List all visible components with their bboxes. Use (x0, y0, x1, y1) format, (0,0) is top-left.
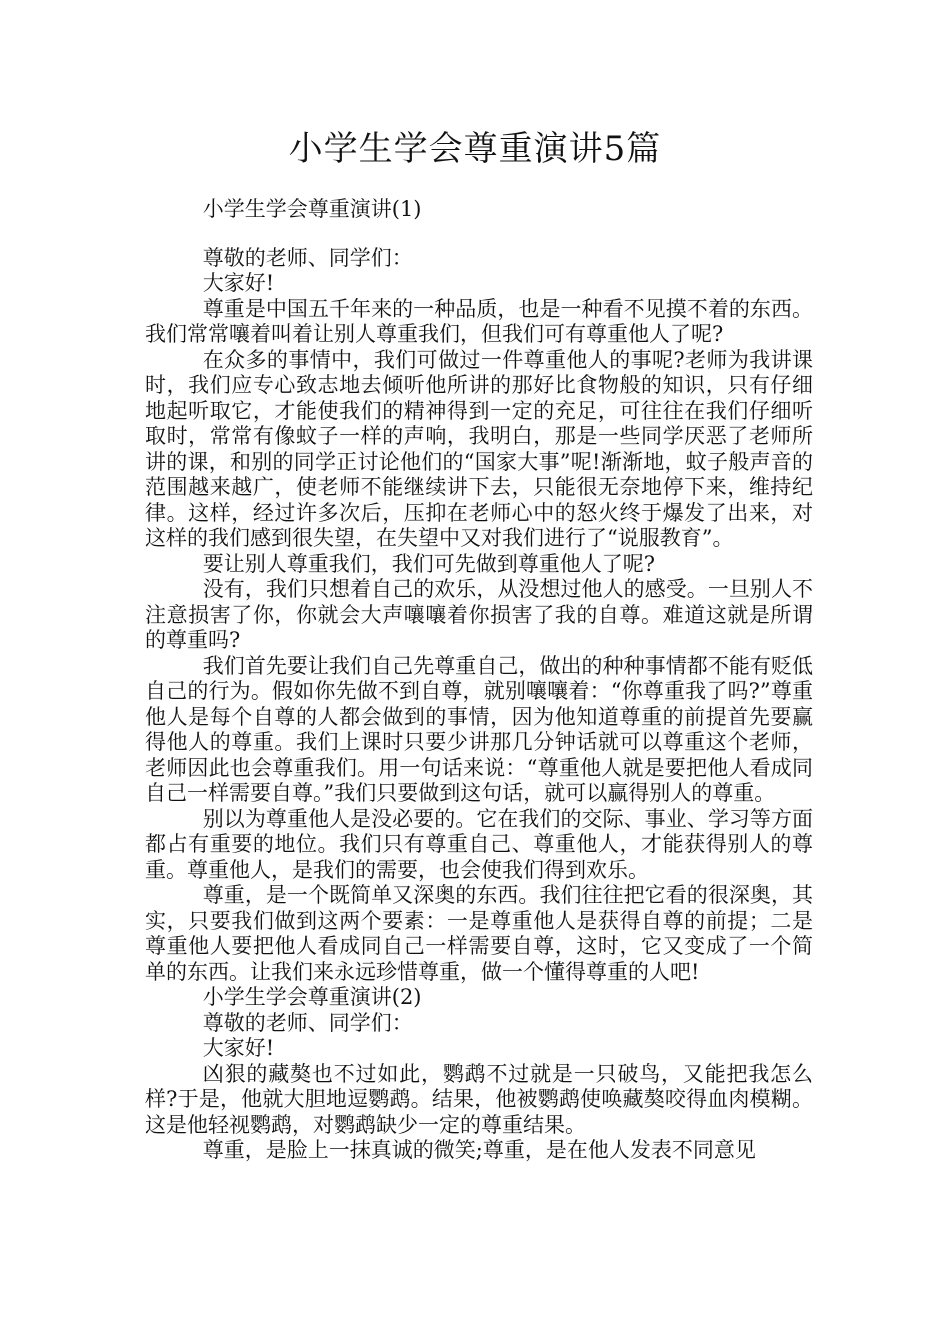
greeting: 尊敬的老师、同学们： (202, 245, 413, 270)
paragraph: 凶狠的藏獒也不过如此，鹦鹉不过就是一只破鸟，又能把我怎么样?于是，他就大胆地逗鹦鹉。结果，他被鹦鹉使唤藏獒咬得血肉模糊。这是他轻视鹦鹉，对鹦鹉缺少一定的尊重结果。 (145, 1061, 813, 1137)
paragraph: 别以为尊重他人是没必要的。它在我们的交际、事业、学习等方面都占有重要的地位。我们只有尊重自己、尊重他人，才能获得别人的尊重。尊重他人，是我们的需要，也会使我们得到欢乐。 (145, 806, 813, 882)
paragraph: 没有，我们只想着自己的欢乐，从没想过他人的感受。一旦别人不注意损害了你，你就会大声嚷嚷着你损害了我的自尊。难道这就是所谓的尊重吗? (145, 577, 813, 652)
paragraph: 我们首先要让我们自己先尊重自己，做出的种种事情都不能有贬低自己的行为。假如你先做不到自尊，就别嚷嚷着：“你尊重我了吗?”尊重他人是每个自尊的人都会做到的事情，因为他知道尊重的前提首先要赢得他人的尊重。我们上课时只要少讲那几分钟话就可以尊重这个老师，老师因此也会尊重我们。用一句话来说：“尊重他人就是要把他人看成同自己一样需要自尊。”我们只要做到这句话，就可以赢得别人的尊重。 (145, 653, 813, 805)
paragraph: 尊重，是一个既简单又深奥的东西。我们往往把它看的很深奥，其实，只要我们做到这两个要素：一是尊重他人是获得自尊的前提；二是尊重他人要把他人看成同自己一样需要自尊，这时，它又变成了一个简单的东西。让我们来永远珍惜尊重，做一个懂得尊重的人吧! (145, 883, 813, 984)
paragraph: 尊重是中国五千年来的一种品质，也是一种看不见摸不着的东西。我们常常嚷着叫着让别人尊重我们，但我们可有尊重他人了呢? (145, 296, 813, 346)
section-heading: 小学生学会尊重演讲(1) (202, 197, 422, 221)
document-body (145, 197, 813, 1164)
document-title: 小学生学会尊重演讲5篇 (288, 129, 662, 169)
greeting: 尊敬的老师、同学们： (202, 1010, 413, 1035)
paragraph: 在众多的事情中，我们可做过一件尊重他人的事呢?老师为我讲课时，我们应专心致志地去倾听他所讲的那好比食物般的知识，只有仔细地起听取它，才能使我们的精神得到一定的充足，可往往在我们仔细听取时，常常有像蚊子一样的声响，我明白，那是一些同学厌恶了老师所讲的课，和别的同学正讨论他们的“国家大事”呢!渐渐地，蚊子般声音的范围越来越广，使老师不能继续讲下去，只能很无奈地停下来，维持纪律。这样，经过许多次后，压抑在老师心中的怒火终于爆发了出来，对这样的我们感到很失望，在失望中又对我们进行了“说服教育”。 (145, 347, 813, 550)
hello-line: 大家好! (202, 271, 275, 295)
hello-line: 大家好! (202, 1036, 275, 1060)
paragraph: 尊重，是脸上一抹真诚的微笑;尊重，是在他人发表不同意见 (202, 1138, 756, 1162)
section-heading: 小学生学会尊重演讲(2) (202, 985, 422, 1009)
blank-line (145, 223, 813, 246)
paragraph: 要让别人尊重我们，我们可先做到尊重他人了呢? (202, 551, 656, 576)
